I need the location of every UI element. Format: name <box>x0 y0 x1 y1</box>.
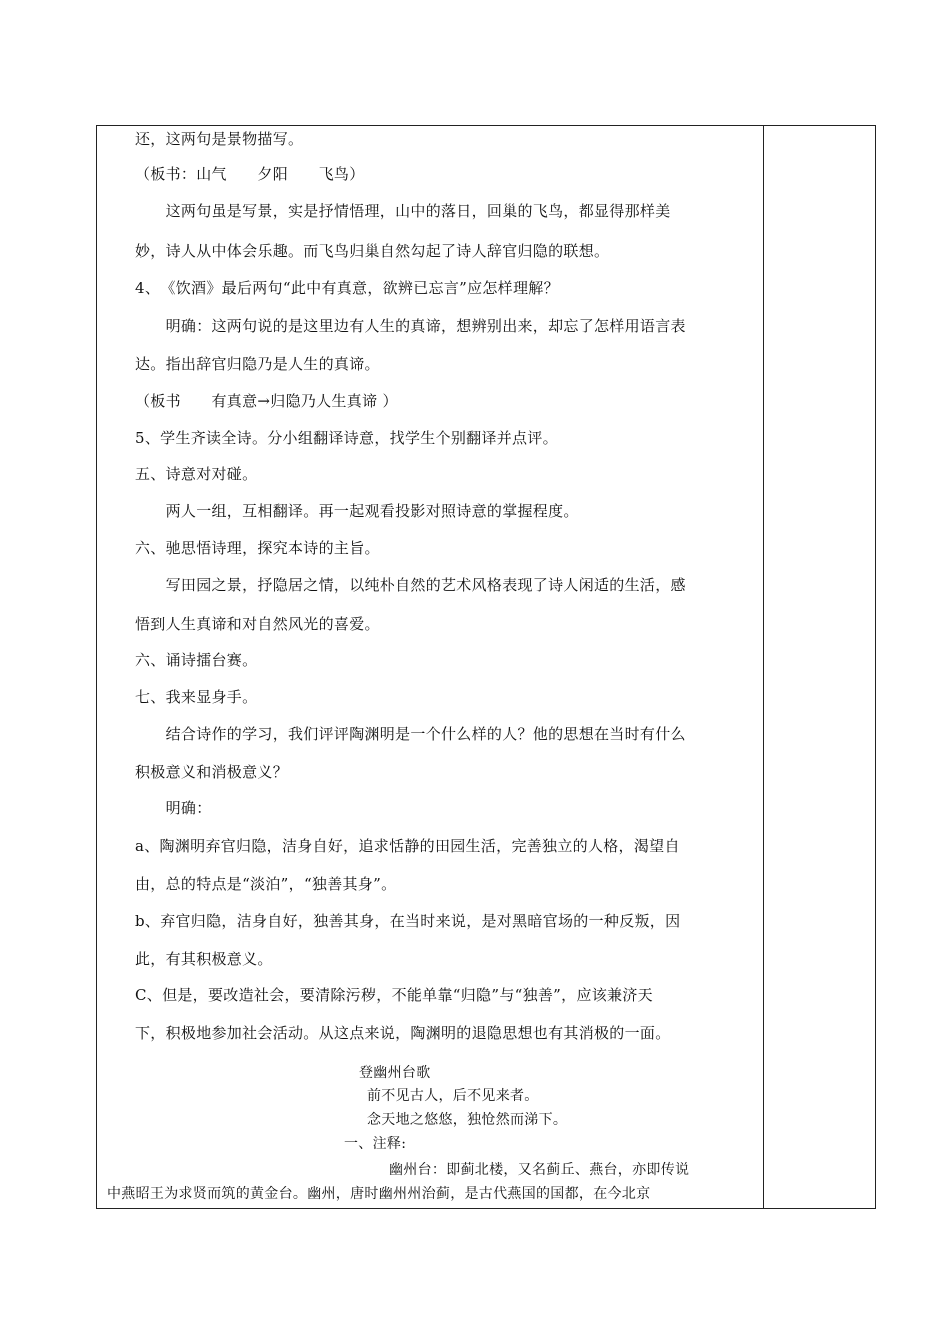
section-heading: 六、驰思悟诗理，探究本诗的主旨。 <box>135 539 380 557</box>
text-line: 此，有其积极意义。 <box>135 950 273 968</box>
text-line: 明确：这两句说的是这里边有人生的真谛，想辨别出来，却忘了怎样用语言表 <box>135 317 686 335</box>
text-line: C、但是，要改造社会，要清除污秽，不能单靠“归隐”与“独善”，应该兼济天 <box>135 986 653 1004</box>
section-heading: 六、诵诗擂台赛。 <box>135 651 258 669</box>
text-line: 积极意义和消极意义？ <box>135 763 289 781</box>
text-line: 5、学生齐读全诗。分小组翻译诗意，找学生个别翻译并点评。 <box>135 429 558 447</box>
text-line: （板书：山气 夕阳 飞鸟） <box>135 165 365 183</box>
text-line: 妙，诗人从中体会乐趣。而飞鸟归巢自然勾起了诗人辞官归隐的联想。 <box>135 242 610 260</box>
text-line: 两人一组，互相翻译。再一起观看投影对照诗意的掌握程度。 <box>135 502 579 520</box>
text-line: 结合诗作的学习，我们评评陶渊明是一个什么样的人？他的思想在当时有什么 <box>135 725 686 743</box>
section-heading: 五、诗意对对碰。 <box>135 465 258 483</box>
text-line: a、陶渊明弃官归隐，洁身自好，追求恬静的田园生活，完善独立的人格，渴望自 <box>135 837 680 855</box>
text-line: 达。指出辞官归隐乃是人生的真谛。 <box>135 355 380 373</box>
text-line: 明确： <box>135 799 212 817</box>
text-line: 4、 《饮酒》最后两句“此中有真意，欲辨已忘言”应怎样理解？ <box>135 279 559 297</box>
poem-title: 登幽州台歌 <box>359 1065 431 1081</box>
text-line: （板书 有真意→归隐乃人生真谛 ） <box>135 392 398 410</box>
column-divider <box>763 126 764 1208</box>
section-heading: 七、我来显身手。 <box>135 688 258 706</box>
annotation-line: 中燕昭王为求贤而筑的黄金台。幽州，唐时幽州州治蓟，是古代燕国的国都，在今北京 <box>107 1186 651 1202</box>
lesson-table <box>96 125 876 1209</box>
annotation-heading: 一、注释: <box>344 1136 407 1152</box>
poem-line: 念天地之悠悠，独怆然而涕下。 <box>367 1112 568 1128</box>
text-line: b、弃官归隐，洁身自好，独善其身，在当时来说，是对黑暗官场的一种反叛，因 <box>135 912 681 930</box>
text-line: 下，积极地参加社会活动。从这点来说，陶渊明的退隐思想也有其消极的一面。 <box>135 1024 671 1042</box>
text-line: 还，这两句是景物描写。 <box>135 130 304 148</box>
text-line: 这两句虽是写景，实是抒情悟理，山中的落日，回巢的飞鸟，都显得那样美 <box>135 202 671 220</box>
text-line: 由，总的特点是“淡泊”，“独善其身”。 <box>135 875 397 893</box>
text-line: 写田园之景，抒隐居之情，以纯朴自然的艺术风格表现了诗人闲适的生活，感 <box>135 576 686 594</box>
poem-line: 前不见古人，后不见来者。 <box>367 1088 539 1104</box>
text-line: 悟到人生真谛和对自然风光的喜爱。 <box>135 615 380 633</box>
annotation-line: 幽州台：即蓟北楼，又名蓟丘、燕台，亦即传说 <box>389 1162 690 1178</box>
